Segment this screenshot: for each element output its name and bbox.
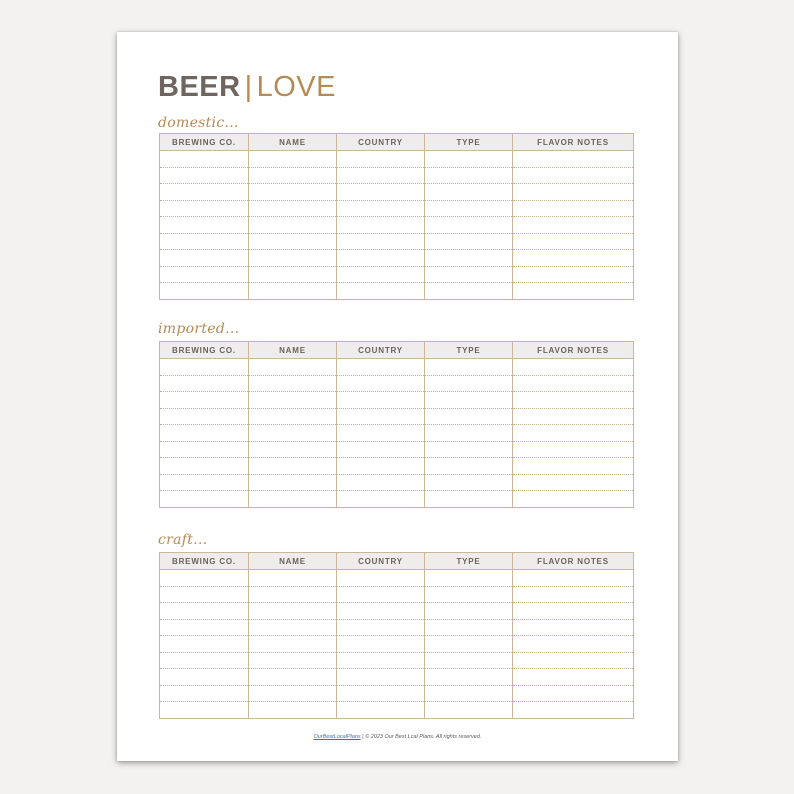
entry-cell[interactable] bbox=[513, 685, 634, 702]
entry-cell[interactable] bbox=[425, 586, 513, 603]
entry-cell[interactable] bbox=[337, 685, 425, 702]
table-row bbox=[160, 441, 634, 458]
entry-cell[interactable] bbox=[337, 200, 425, 217]
entry-cell[interactable] bbox=[337, 408, 425, 425]
table-row bbox=[160, 491, 634, 508]
column-header: NAME bbox=[249, 134, 337, 151]
table-row bbox=[160, 702, 634, 719]
entry-cell[interactable] bbox=[513, 425, 634, 442]
entry-cell[interactable] bbox=[160, 392, 249, 409]
entry-cell[interactable] bbox=[425, 458, 513, 475]
table-row bbox=[160, 458, 634, 475]
table-row bbox=[160, 283, 634, 300]
entry-cell[interactable] bbox=[249, 586, 337, 603]
entry-cell[interactable] bbox=[425, 619, 513, 636]
entry-cell[interactable] bbox=[425, 250, 513, 267]
entry-cell[interactable] bbox=[249, 441, 337, 458]
entry-cell[interactable] bbox=[249, 359, 337, 376]
entry-cell[interactable] bbox=[249, 266, 337, 283]
entry-cell[interactable] bbox=[425, 441, 513, 458]
entry-cell[interactable] bbox=[337, 425, 425, 442]
entry-cell[interactable] bbox=[513, 359, 634, 376]
column-header: TYPE bbox=[425, 342, 513, 359]
table-row bbox=[160, 359, 634, 376]
entry-cell[interactable] bbox=[425, 233, 513, 250]
entry-cell[interactable] bbox=[425, 408, 513, 425]
entry-cell[interactable] bbox=[160, 491, 249, 508]
entry-cell[interactable] bbox=[249, 603, 337, 620]
entry-cell[interactable] bbox=[160, 151, 249, 168]
entry-cell[interactable] bbox=[337, 702, 425, 719]
entry-cell[interactable] bbox=[513, 266, 634, 283]
footer-text: | © 2023 Our Best Lcal Plans. All rights reserved. bbox=[360, 734, 482, 740]
entry-cell[interactable] bbox=[337, 184, 425, 201]
entry-cell[interactable] bbox=[249, 167, 337, 184]
entry-cell[interactable] bbox=[160, 250, 249, 267]
entry-cell[interactable] bbox=[425, 375, 513, 392]
table-row bbox=[160, 250, 634, 267]
table-row bbox=[160, 408, 634, 425]
entry-cell[interactable] bbox=[160, 636, 249, 653]
table-row bbox=[160, 425, 634, 442]
entry-cell[interactable] bbox=[249, 702, 337, 719]
entry-cell[interactable] bbox=[160, 184, 249, 201]
page-title bbox=[158, 70, 336, 104]
entry-cell[interactable] bbox=[337, 359, 425, 376]
column-header: FLAVOR NOTES bbox=[513, 134, 634, 151]
entry-cell[interactable] bbox=[249, 685, 337, 702]
title-separator: | bbox=[244, 71, 253, 103]
entry-cell[interactable] bbox=[337, 491, 425, 508]
entry-cell[interactable] bbox=[249, 375, 337, 392]
entry-cell[interactable] bbox=[249, 283, 337, 300]
entry-cell[interactable] bbox=[249, 200, 337, 217]
entry-cell[interactable] bbox=[160, 167, 249, 184]
entry-cell[interactable] bbox=[249, 151, 337, 168]
entry-cell[interactable] bbox=[513, 167, 634, 184]
entry-cell[interactable] bbox=[160, 266, 249, 283]
entry-cell[interactable] bbox=[249, 636, 337, 653]
column-header: COUNTRY bbox=[337, 342, 425, 359]
title-light: LOVE bbox=[256, 71, 336, 103]
entry-cell[interactable] bbox=[160, 669, 249, 686]
entry-cell[interactable] bbox=[249, 392, 337, 409]
entry-cell[interactable] bbox=[513, 217, 634, 234]
entry-cell[interactable] bbox=[160, 425, 249, 442]
entry-cell[interactable] bbox=[337, 586, 425, 603]
table-row bbox=[160, 375, 634, 392]
entry-cell[interactable] bbox=[160, 458, 249, 475]
column-header: COUNTRY bbox=[337, 553, 425, 570]
table-row bbox=[160, 603, 634, 620]
entry-cell[interactable] bbox=[160, 652, 249, 669]
entry-cell[interactable] bbox=[249, 217, 337, 234]
table-header-row bbox=[160, 134, 634, 151]
entry-cell[interactable] bbox=[425, 603, 513, 620]
entry-cell[interactable] bbox=[513, 491, 634, 508]
entry-cell[interactable] bbox=[337, 441, 425, 458]
entry-cell[interactable] bbox=[160, 359, 249, 376]
entry-cell[interactable] bbox=[425, 167, 513, 184]
entry-cell[interactable] bbox=[425, 184, 513, 201]
entry-cell[interactable] bbox=[513, 441, 634, 458]
entry-cell[interactable] bbox=[337, 375, 425, 392]
entry-cell[interactable] bbox=[160, 474, 249, 491]
entry-cell[interactable] bbox=[337, 266, 425, 283]
entry-cell[interactable] bbox=[160, 619, 249, 636]
entry-cell[interactable] bbox=[160, 217, 249, 234]
table-row bbox=[160, 217, 634, 234]
entry-cell[interactable] bbox=[160, 200, 249, 217]
entry-cell[interactable] bbox=[249, 669, 337, 686]
entry-cell[interactable] bbox=[425, 425, 513, 442]
column-header: TYPE bbox=[425, 553, 513, 570]
entry-cell[interactable] bbox=[513, 603, 634, 620]
column-header: NAME bbox=[249, 342, 337, 359]
entry-cell[interactable] bbox=[425, 217, 513, 234]
entry-cell[interactable] bbox=[513, 200, 634, 217]
column-header: COUNTRY bbox=[337, 134, 425, 151]
entry-cell[interactable] bbox=[249, 491, 337, 508]
entry-cell[interactable] bbox=[425, 669, 513, 686]
entry-cell[interactable] bbox=[513, 586, 634, 603]
entry-cell[interactable] bbox=[249, 408, 337, 425]
entry-cell[interactable] bbox=[513, 392, 634, 409]
imported-table bbox=[159, 341, 634, 508]
entry-cell[interactable] bbox=[337, 283, 425, 300]
table-row bbox=[160, 636, 634, 653]
column-header: BREWING CO. bbox=[160, 134, 249, 151]
entry-cell[interactable] bbox=[513, 151, 634, 168]
entry-cell[interactable] bbox=[337, 636, 425, 653]
entry-cell[interactable] bbox=[337, 474, 425, 491]
entry-cell[interactable] bbox=[337, 250, 425, 267]
entry-cell[interactable] bbox=[160, 375, 249, 392]
entry-cell[interactable] bbox=[160, 570, 249, 587]
entry-cell[interactable] bbox=[160, 441, 249, 458]
section-label-imported: imported... bbox=[158, 321, 240, 337]
table-row bbox=[160, 619, 634, 636]
column-header: FLAVOR NOTES bbox=[513, 342, 634, 359]
entry-cell[interactable] bbox=[425, 702, 513, 719]
entry-cell[interactable] bbox=[425, 359, 513, 376]
entry-cell[interactable] bbox=[249, 233, 337, 250]
entry-cell[interactable] bbox=[337, 652, 425, 669]
table-row bbox=[160, 151, 634, 168]
table-row bbox=[160, 167, 634, 184]
table-row bbox=[160, 392, 634, 409]
entry-cell[interactable] bbox=[425, 266, 513, 283]
entry-cell[interactable] bbox=[513, 408, 634, 425]
entry-cell[interactable] bbox=[425, 652, 513, 669]
column-header: FLAVOR NOTES bbox=[513, 553, 634, 570]
entry-cell[interactable] bbox=[249, 619, 337, 636]
craft-table bbox=[159, 552, 634, 719]
entry-cell[interactable] bbox=[249, 458, 337, 475]
footer bbox=[117, 734, 678, 740]
entry-cell[interactable] bbox=[337, 619, 425, 636]
entry-cell[interactable] bbox=[249, 474, 337, 491]
column-header: TYPE bbox=[425, 134, 513, 151]
entry-cell[interactable] bbox=[337, 392, 425, 409]
column-header: BREWING CO. bbox=[160, 553, 249, 570]
section-label-craft: craft... bbox=[158, 532, 208, 548]
entry-cell[interactable] bbox=[425, 151, 513, 168]
entry-cell[interactable] bbox=[513, 636, 634, 653]
table-row bbox=[160, 685, 634, 702]
table-header-row bbox=[160, 342, 634, 359]
table-row bbox=[160, 474, 634, 491]
entry-cell[interactable] bbox=[337, 233, 425, 250]
table-row bbox=[160, 200, 634, 217]
entry-cell[interactable] bbox=[513, 375, 634, 392]
entry-cell[interactable] bbox=[337, 570, 425, 587]
entry-cell[interactable] bbox=[425, 570, 513, 587]
entry-cell[interactable] bbox=[337, 151, 425, 168]
entry-cell[interactable] bbox=[513, 184, 634, 201]
section-label-domestic: domestic... bbox=[158, 115, 239, 131]
entry-cell[interactable] bbox=[337, 603, 425, 620]
entry-cell[interactable] bbox=[513, 702, 634, 719]
table-row bbox=[160, 669, 634, 686]
footer-link[interactable]: OurBestLocalPlans bbox=[313, 734, 361, 740]
entry-cell[interactable] bbox=[249, 570, 337, 587]
entry-cell[interactable] bbox=[249, 425, 337, 442]
table-row bbox=[160, 570, 634, 587]
table-row bbox=[160, 266, 634, 283]
entry-cell[interactable] bbox=[337, 217, 425, 234]
entry-cell[interactable] bbox=[513, 283, 634, 300]
entry-cell[interactable] bbox=[249, 652, 337, 669]
domestic-table bbox=[159, 133, 634, 300]
entry-cell[interactable] bbox=[249, 250, 337, 267]
column-header: NAME bbox=[249, 553, 337, 570]
entry-cell[interactable] bbox=[160, 685, 249, 702]
title-bold: BEER bbox=[158, 71, 241, 103]
entry-cell[interactable] bbox=[425, 200, 513, 217]
entry-cell[interactable] bbox=[160, 283, 249, 300]
entry-cell[interactable] bbox=[425, 491, 513, 508]
entry-cell[interactable] bbox=[513, 250, 634, 267]
entry-cell[interactable] bbox=[160, 603, 249, 620]
entry-cell[interactable] bbox=[513, 652, 634, 669]
entry-cell[interactable] bbox=[337, 458, 425, 475]
printable-page bbox=[117, 32, 678, 761]
entry-cell[interactable] bbox=[425, 636, 513, 653]
entry-cell[interactable] bbox=[160, 233, 249, 250]
entry-cell[interactable] bbox=[513, 669, 634, 686]
entry-cell[interactable] bbox=[513, 570, 634, 587]
entry-cell[interactable] bbox=[425, 685, 513, 702]
table-row bbox=[160, 586, 634, 603]
entry-cell[interactable] bbox=[160, 702, 249, 719]
entry-cell[interactable] bbox=[337, 167, 425, 184]
entry-cell[interactable] bbox=[513, 233, 634, 250]
table-row bbox=[160, 652, 634, 669]
table-row bbox=[160, 233, 634, 250]
table-header-row bbox=[160, 553, 634, 570]
table-row bbox=[160, 184, 634, 201]
entry-cell[interactable] bbox=[160, 408, 249, 425]
entry-cell[interactable] bbox=[513, 458, 634, 475]
entry-cell[interactable] bbox=[513, 619, 634, 636]
entry-cell[interactable] bbox=[249, 184, 337, 201]
entry-cell[interactable] bbox=[425, 392, 513, 409]
entry-cell[interactable] bbox=[160, 586, 249, 603]
entry-cell[interactable] bbox=[337, 669, 425, 686]
entry-cell[interactable] bbox=[425, 283, 513, 300]
entry-cell[interactable] bbox=[513, 474, 634, 491]
column-header: BREWING CO. bbox=[160, 342, 249, 359]
entry-cell[interactable] bbox=[425, 474, 513, 491]
